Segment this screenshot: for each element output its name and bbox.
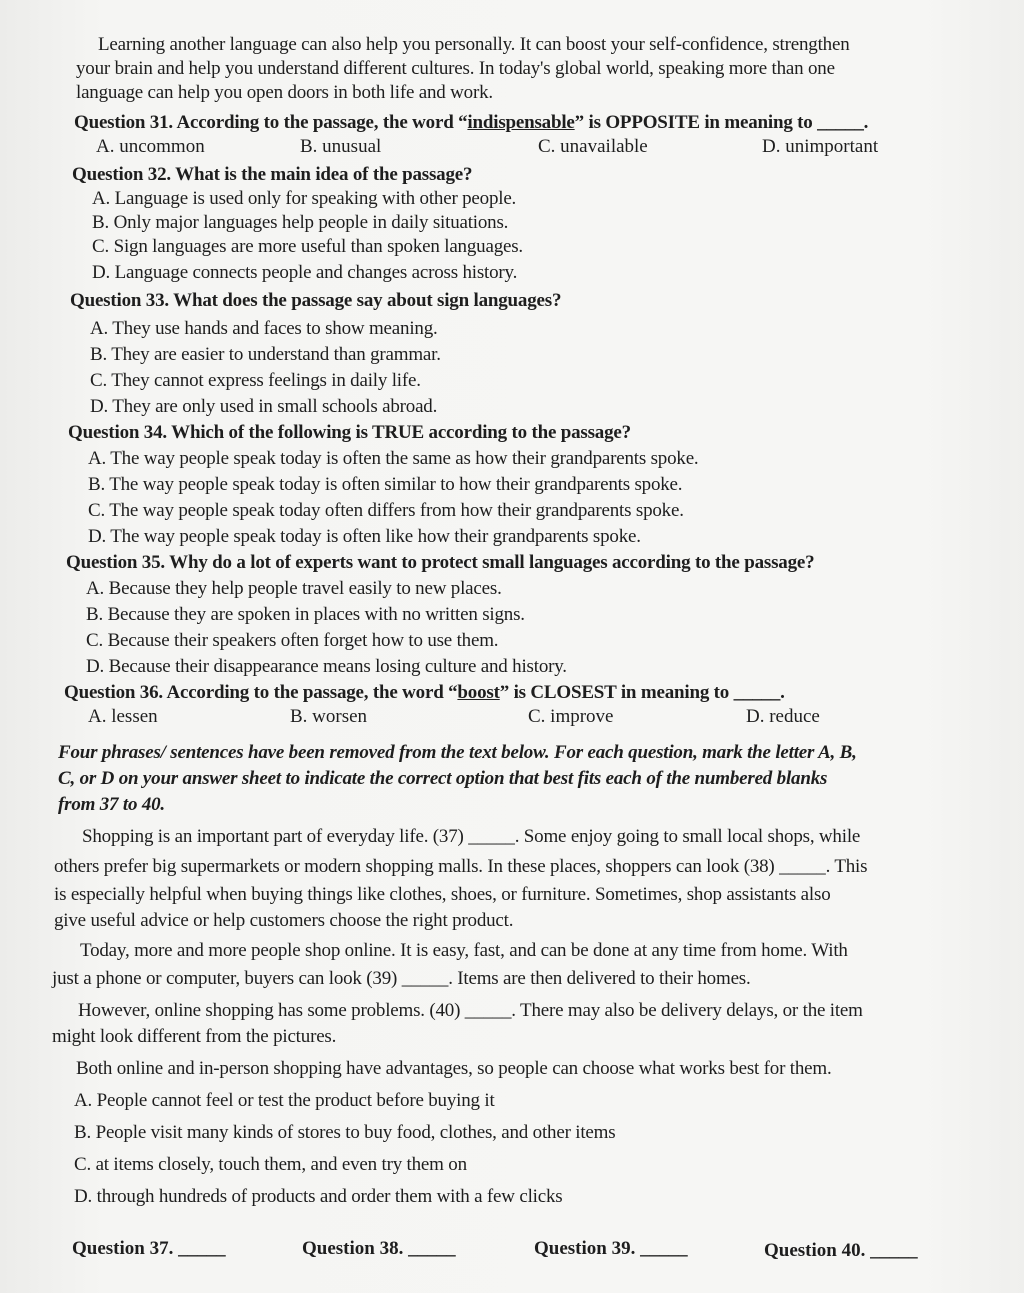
passage-p2-line-2: just a phone or computer, buyers can look (39) _____. Items are then delivered to their homes.: [52, 968, 751, 989]
passage-p2-line-1: Today, more and more people shop online. It is easy, fast, and can be done at any time from home. With: [80, 940, 848, 961]
question-31-option-a: A. uncommon: [96, 136, 205, 157]
instructions-line-1: Four phrases/ sentences have been removed from the text below. For each question, mark the letter A, B,: [58, 742, 857, 763]
answer-blank-37: Question 37. _____: [72, 1238, 226, 1259]
question-36-options: [0, 706, 1024, 728]
question-32-option-c: C. Sign languages are more useful than spoken languages.: [92, 236, 523, 257]
question-34-option-b: B. The way people speak today is often similar to how their grandparents spoke.: [88, 474, 683, 495]
question-35: Question 35. Why do a lot of experts want to protect small languages according to the passage?: [66, 552, 815, 573]
question-32-option-a: A. Language is used only for speaking with other people.: [92, 188, 517, 209]
question-31-keyword: indispensable: [467, 112, 575, 133]
question-35-option-c: C. Because their speakers often forget how to use them.: [86, 630, 499, 651]
question-34-option-d: D. The way people speak today is often like how their grandparents spoke.: [88, 526, 641, 547]
intro-line-1: Learning another language can also help you personally. It can boost your self-confidence, strengthen: [98, 34, 850, 55]
question-36-stem-post: ” is CLOSEST in meaning to _____.: [499, 682, 785, 703]
question-31-options: [0, 136, 1024, 158]
question-35-option-b: B. Because they are spoken in places with no written signs.: [86, 604, 525, 625]
intro-line-2: your brain and help you understand different cultures. In today's global world, speaking more than one: [76, 58, 835, 79]
passage-p4-line-1: Both online and in-person shopping have advantages, so people can choose what works best for them.: [76, 1058, 832, 1079]
question-36-option-b: B. worsen: [290, 706, 368, 727]
question-36: [64, 682, 785, 704]
answer-blank-39: Question 39. _____: [534, 1238, 688, 1259]
question-33: Question 33. What does the passage say about sign languages?: [70, 290, 562, 311]
question-31-option-b: B. unusual: [300, 136, 382, 157]
answer-blank-38: Question 38. _____: [302, 1238, 456, 1259]
option-37-40-a: A. People cannot feel or test the product before buying it: [74, 1090, 495, 1111]
question-31-stem-pre: Question 31. According to the passage, the word “: [74, 112, 468, 133]
question-31: [74, 112, 868, 134]
passage-p1-line-3: is especially helpful when buying things like clothes, shoes, or furniture. Sometimes, shop assistants also: [54, 884, 831, 905]
question-35-option-d: D. Because their disappearance means losing culture and history.: [86, 656, 567, 677]
option-37-40-b: B. People visit many kinds of stores to buy food, clothes, and other items: [74, 1122, 616, 1143]
question-36-option-d: D. reduce: [746, 706, 820, 727]
intro-line-3: language can help you open doors in both life and work.: [76, 82, 493, 103]
question-34-option-c: C. The way people speak today often differs from how their grandparents spoke.: [88, 500, 684, 521]
question-33-option-b: B. They are easier to understand than grammar.: [90, 344, 441, 365]
option-37-40-c: C. at items closely, touch them, and even try them on: [74, 1154, 467, 1175]
question-36-option-a: A. lessen: [88, 706, 158, 727]
passage-p1-line-2: others prefer big supermarkets or modern shopping malls. In these places, shoppers can look (38) _____. This: [54, 856, 868, 877]
question-32-option-d: D. Language connects people and changes across history.: [92, 262, 518, 283]
passage-p1-line-1: Shopping is an important part of everyday life. (37) _____. Some enjoy going to small local shops, while: [82, 826, 861, 847]
question-36-stem-pre: Question 36. According to the passage, the word “: [64, 682, 458, 703]
question-32-option-b: B. Only major languages help people in daily situations.: [92, 212, 509, 233]
question-36-keyword: boost: [457, 682, 500, 703]
question-33-option-c: C. They cannot express feelings in daily life.: [90, 370, 421, 391]
question-31-option-d: D. unimportant: [762, 136, 879, 157]
option-37-40-d: D. through hundreds of products and order them with a few clicks: [74, 1186, 563, 1207]
passage-p3-line-1: However, online shopping has some problems. (40) _____. There may also be delivery delays, or the item: [78, 1000, 863, 1021]
passage-p3-line-2: might look different from the pictures.: [52, 1026, 337, 1047]
question-36-option-c: C. improve: [528, 706, 614, 727]
question-34-option-a: A. The way people speak today is often the same as how their grandparents spoke.: [88, 448, 699, 469]
answer-blank-40: Question 40. _____: [764, 1240, 918, 1261]
question-32: Question 32. What is the main idea of the passage?: [72, 164, 473, 185]
instructions-line-3: from 37 to 40.: [58, 794, 165, 815]
question-31-stem-post: ” is OPPOSITE in meaning to _____.: [574, 112, 869, 133]
question-35-option-a: A. Because they help people travel easily to new places.: [86, 578, 502, 599]
question-31-option-c: C. unavailable: [538, 136, 648, 157]
instructions-line-2: C, or D on your answer sheet to indicate the correct option that best fits each of the numbered blanks: [58, 768, 828, 789]
question-33-option-d: D. They are only used in small schools abroad.: [90, 396, 438, 417]
question-34: Question 34. Which of the following is TRUE according to the passage?: [68, 422, 631, 443]
question-33-option-a: A. They use hands and faces to show meaning.: [90, 318, 438, 339]
passage-p1-line-4: give useful advice or help customers choose the right product.: [54, 910, 514, 931]
